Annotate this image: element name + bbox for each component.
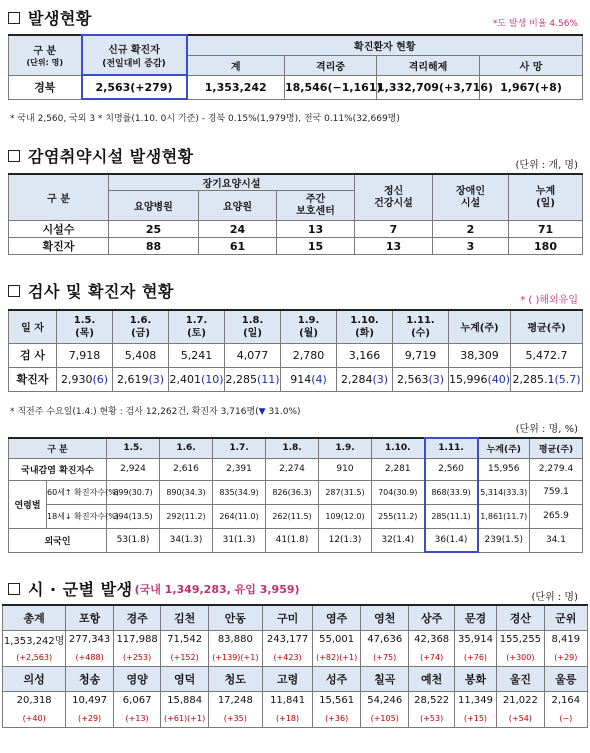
title-text: 검사 및 확진자 현황 [28, 282, 174, 301]
released-cell: 1,332,709(+3,716) [377, 75, 480, 99]
section-title-tests [8, 279, 174, 302]
region-delta: (+75) [360, 649, 409, 666]
cell: 34(1.3) [160, 528, 213, 552]
cell: 13 [277, 221, 355, 238]
region-name: 영양 [113, 666, 161, 691]
region-name: 포항 [66, 605, 114, 630]
row-label-60 [47, 480, 119, 504]
cell: 7 [355, 221, 433, 238]
region-value: 54,246 [360, 691, 409, 710]
region-value: 1,353,242명 [3, 630, 66, 649]
cell: 394(13.5) [107, 504, 160, 528]
age-table [8, 437, 583, 553]
region-row [3, 666, 588, 691]
cell: 759.1 [530, 480, 583, 504]
age-sub-label: 확진자수(%) [74, 511, 119, 521]
value: 914 [290, 372, 312, 386]
region-value: 6,067 [113, 691, 161, 710]
age-sub-label: 확진자수(%) [74, 487, 119, 497]
header-division-text: 구 분 [33, 46, 57, 58]
cell: 704(30.9) [372, 480, 425, 504]
region-name: 청도 [208, 666, 262, 691]
age-label: 18세↓ [47, 511, 72, 521]
region-value: 17,248 [208, 691, 262, 710]
overseas-value: (40) [487, 372, 511, 386]
cell: 31(1.3) [213, 528, 266, 552]
region-delta: (+2,563) [3, 649, 66, 666]
deaths-cell: 1,967(+8) [480, 75, 583, 99]
region-delta: (+36) [313, 710, 361, 727]
region-value: 20,318 [3, 691, 66, 710]
region-value: 117,988 [113, 630, 161, 649]
footnote-text-end: 31.0%) [265, 407, 301, 417]
region-value: 2,164 [544, 691, 587, 710]
region-delta: (+29) [66, 710, 114, 727]
cell: 890(34.3) [160, 480, 213, 504]
date-col: 1.9. [319, 438, 372, 458]
cell: 2 [433, 221, 509, 238]
region-name: 칠곡 [360, 666, 409, 691]
header-col: 요양원 [199, 191, 277, 221]
cell: 32(1.4) [372, 528, 425, 552]
region-value: 42,368 [409, 630, 454, 649]
value: 2,401 [169, 372, 201, 386]
header-col: 계 [187, 55, 285, 75]
header-col: 누계 (일) [509, 174, 583, 221]
checkbox-square-icon [8, 12, 20, 24]
header-division-unit: (단위: 명) [26, 58, 63, 68]
overseas-value: (11) [256, 372, 280, 386]
cell: 2,616 [160, 458, 213, 480]
age-label: 60세↑ [47, 487, 72, 497]
region-name: 울진 [497, 666, 545, 691]
region-delta: (+29) [544, 649, 587, 666]
region-delta: (+15) [454, 710, 496, 727]
overseas-value: (10) [200, 372, 224, 386]
cell-highlight: 285(11.1) [425, 504, 478, 528]
region-delta: (+139)(+1) [208, 649, 262, 666]
cell [57, 367, 113, 391]
cell: 287(31.5) [319, 480, 372, 504]
cell [337, 367, 393, 391]
cell: 5,314(33.3) [478, 480, 530, 504]
overseas-value: (3) [428, 372, 445, 386]
cell: 15,956 [478, 458, 530, 480]
cell: 826(36.3) [266, 480, 319, 504]
cell: 9,719 [393, 343, 449, 367]
header-new-text: 신규 확진자 [108, 45, 160, 56]
cell: 2,281 [372, 458, 425, 480]
cell: 3,166 [337, 343, 393, 367]
region-value: 277,343 [66, 630, 114, 649]
overseas-value: (3) [372, 372, 389, 386]
cell: 899(30.7) [107, 480, 160, 504]
cell [281, 367, 337, 391]
cell [393, 367, 449, 391]
cell: 2,279.4 [530, 458, 583, 480]
cell: 180 [509, 238, 583, 255]
region-delta: (+105) [360, 710, 409, 727]
region-name: 청송 [66, 666, 114, 691]
cell: 264(11.0) [213, 504, 266, 528]
unit-note: (단위 : 개, 명) [515, 160, 578, 171]
cell: 265.9 [530, 504, 583, 528]
row-label-tests: 검 사 [9, 343, 57, 367]
header-division [9, 35, 82, 75]
cell: 255(11.2) [372, 504, 425, 528]
value: 2,619 [116, 372, 149, 386]
region-value: 15,884 [161, 691, 209, 710]
section-title-facilities [8, 144, 194, 167]
region-name: 의성 [3, 666, 66, 691]
cell: 12(1.3) [319, 528, 372, 552]
date-col: 1.7. (토) [169, 310, 225, 343]
title-note: (국내 1,349,283, 유입 3,959) [134, 582, 300, 596]
region-value: 35,914 [454, 630, 496, 649]
cell [169, 367, 225, 391]
header-date: 일 자 [9, 310, 57, 343]
region-delta: (+76) [454, 649, 496, 666]
region-delta: (+35) [208, 710, 262, 727]
region-name: 예천 [409, 666, 454, 691]
header-new-sub: (전일대비 증감) [102, 59, 166, 69]
region-delta: (+152) [161, 649, 209, 666]
cell: 38,309 [449, 343, 511, 367]
region-name: 군위 [544, 605, 587, 630]
region-row [3, 630, 588, 649]
row-label: 시설수 [9, 221, 109, 238]
header-col: 요양병원 [109, 191, 199, 221]
region-name: 김천 [161, 605, 209, 630]
value: 2,930 [60, 372, 93, 386]
cell: 109(12.0) [319, 504, 372, 528]
region-name: 문경 [454, 605, 496, 630]
region-value: 243,177 [262, 630, 313, 649]
checkbox-square-icon [8, 583, 20, 595]
age-group-label: 연령별 [9, 480, 47, 528]
header-col: 장애인 시설 [433, 174, 509, 221]
region-delta: (+53) [409, 710, 454, 727]
section-title-outbreak [8, 6, 92, 29]
ratio-note: *도 발생 비율 4.56% [492, 19, 578, 29]
row-label-18 [47, 504, 119, 528]
region-delta: (+253) [113, 649, 161, 666]
section-title-regions [8, 577, 300, 600]
value: 2,563 [396, 372, 429, 386]
cell-highlight: 868(33.9) [425, 480, 478, 504]
date-col: 1.6. (금) [113, 310, 169, 343]
date-col: 1.7. [213, 438, 266, 458]
region-name: 구미 [262, 605, 313, 630]
facilities-table [8, 173, 583, 255]
row-label-confirmed: 확진자 [9, 367, 57, 391]
region-row [3, 649, 588, 666]
region-name: 성주 [313, 666, 361, 691]
unit-note: (단위 : 명, %) [515, 424, 578, 435]
region-row [3, 691, 588, 710]
isolating-cell: 18,546(−1,161) [285, 75, 377, 99]
unit-note: (단위 : 명) [531, 592, 578, 603]
header-division: 구 분 [9, 438, 107, 458]
region-delta: (+13) [113, 710, 161, 727]
date-col: 1.10. [372, 438, 425, 458]
overseas-value: (3) [148, 372, 165, 386]
date-col: 1.5. [107, 438, 160, 458]
cell: 5,241 [169, 343, 225, 367]
header-col: 격리해제 [377, 55, 480, 75]
prev-week-footnote [10, 404, 301, 417]
region-value: 28,522 [409, 691, 454, 710]
row-label-foreign: 외국인 [9, 528, 107, 552]
cell [113, 367, 169, 391]
title-text: 발생현황 [28, 9, 92, 28]
region-delta: (+423) [262, 649, 313, 666]
cell: 2,391 [213, 458, 266, 480]
cell [225, 367, 281, 391]
overseas-value: (5.7) [554, 372, 581, 386]
title-text: 시 · 군별 발생 [28, 580, 133, 599]
new-cases-cell: 2,563(+279) [82, 75, 187, 99]
region-row [3, 710, 588, 727]
tests-table [8, 309, 583, 392]
region-delta: (+40) [3, 710, 66, 727]
cell: 5,408 [113, 343, 169, 367]
cell: 41(1.8) [266, 528, 319, 552]
region-delta: (+300) [497, 649, 545, 666]
region-name: 영주 [313, 605, 361, 630]
cell-highlight: 2,560 [425, 458, 478, 480]
fatality-footnote: * 국내 2,560, 국외 3 * 치명률(1.10. 0시 기준) - 경북 0.15%(1,979명), 전국 0.11%(32,669명) [10, 114, 400, 124]
region-name: 경산 [497, 605, 545, 630]
cell: 13 [355, 238, 433, 255]
region-delta: (+82)(+1) [313, 649, 361, 666]
overseas-value: (4) [311, 372, 327, 386]
region-value: 155,255 [497, 630, 545, 649]
date-col: 1.6. [160, 438, 213, 458]
footnote-text: * 직전주 수요일(1.4.) 현황 : 검사 12,262건, 확진자 3,716명( [10, 407, 259, 417]
cell: 910 [319, 458, 372, 480]
region-value: 11,349 [454, 691, 496, 710]
cell: 835(34.9) [213, 480, 266, 504]
header-col: 주간 보호센터 [277, 191, 355, 221]
cell: 25 [109, 221, 199, 238]
region-value: 8,419 [544, 630, 587, 649]
cell: 2,780 [281, 343, 337, 367]
date-col: 1.5. (목) [57, 310, 113, 343]
region-value: 83,880 [208, 630, 262, 649]
region-value: 55,001 [313, 630, 361, 649]
cell: 1,861(11.7) [478, 504, 530, 528]
region-name: 안동 [208, 605, 262, 630]
region-cell: 경북 [9, 75, 82, 99]
date-col: 1.11. (수) [393, 310, 449, 343]
checkbox-square-icon [8, 150, 20, 162]
date-col: 1.9. (월) [281, 310, 337, 343]
header-new-cases [82, 35, 187, 75]
region-delta: (+488) [66, 649, 114, 666]
cell: 262(11.5) [266, 504, 319, 528]
region-name: 봉화 [454, 666, 496, 691]
overseas-note: * ( )해외유입 [520, 295, 578, 306]
cell: 292(11.2) [160, 504, 213, 528]
date-col: 평균(주) [511, 310, 583, 343]
region-value: 71,542 [161, 630, 209, 649]
outbreak-table [8, 34, 583, 100]
region-name: 총계 [3, 605, 66, 630]
region-name: 경주 [113, 605, 161, 630]
region-table [2, 604, 588, 728]
header-division: 구 분 [9, 174, 109, 221]
region-value: 10,497 [66, 691, 114, 710]
cell: 88 [109, 238, 199, 255]
date-col: 누계(주) [478, 438, 530, 458]
value: 2,285 [225, 372, 257, 386]
header-col: 정신 건강시설 [355, 174, 433, 221]
region-delta: (−) [544, 710, 587, 727]
cell: 53(1.8) [107, 528, 160, 552]
cell: 61 [199, 238, 277, 255]
region-name: 울릉 [544, 666, 587, 691]
cell: 15 [277, 238, 355, 255]
down-arrow-icon: ▼ [258, 407, 266, 417]
date-col: 1.10. (화) [337, 310, 393, 343]
region-delta: (+74) [409, 649, 454, 666]
cell [511, 367, 583, 391]
total-cell: 1,353,242 [187, 75, 285, 99]
value: 2,284 [340, 372, 373, 386]
header-confirmed: 확진환자 현황 [187, 35, 583, 55]
date-col: 누계(주) [449, 310, 511, 343]
region-name: 고령 [262, 666, 313, 691]
cell: 3 [433, 238, 509, 255]
date-col-highlight: 1.11. [425, 438, 478, 458]
header-longterm: 장기요양시설 [109, 174, 355, 191]
region-delta: (+61)(+1) [161, 710, 209, 727]
header-col: 격리중 [285, 55, 377, 75]
row-label-domestic: 국내감염 확진자수 [9, 458, 107, 480]
cell: 2,924 [107, 458, 160, 480]
cell: 7,918 [57, 343, 113, 367]
region-row [3, 605, 588, 630]
cell: 239(1.5) [478, 528, 530, 552]
cell-highlight: 36(1.4) [425, 528, 478, 552]
cell: 5,472.7 [511, 343, 583, 367]
date-col: 1.8. [266, 438, 319, 458]
value: 2,285.1 [512, 372, 555, 386]
value: 15,996 [449, 372, 488, 386]
region-delta: (+18) [262, 710, 313, 727]
region-name: 상주 [409, 605, 454, 630]
date-col: 평균(주) [530, 438, 583, 458]
cell: 24 [199, 221, 277, 238]
region-value: 11,841 [262, 691, 313, 710]
region-name: 영천 [360, 605, 409, 630]
cell: 4,077 [225, 343, 281, 367]
cell [449, 367, 511, 391]
region-name: 영덕 [161, 666, 209, 691]
region-delta: (+54) [497, 710, 545, 727]
cell: 2,274 [266, 458, 319, 480]
title-text: 감염취약시설 발생현황 [28, 147, 194, 166]
checkbox-square-icon [8, 285, 20, 297]
region-value: 47,636 [360, 630, 409, 649]
header-col: 사 망 [480, 55, 583, 75]
region-value: 21,022 [497, 691, 545, 710]
cell: 34.1 [530, 528, 583, 552]
date-col: 1.8. (일) [225, 310, 281, 343]
region-value: 15,561 [313, 691, 361, 710]
row-label: 확진자 [9, 238, 109, 255]
overseas-value: (6) [92, 372, 109, 386]
cell: 71 [509, 221, 583, 238]
